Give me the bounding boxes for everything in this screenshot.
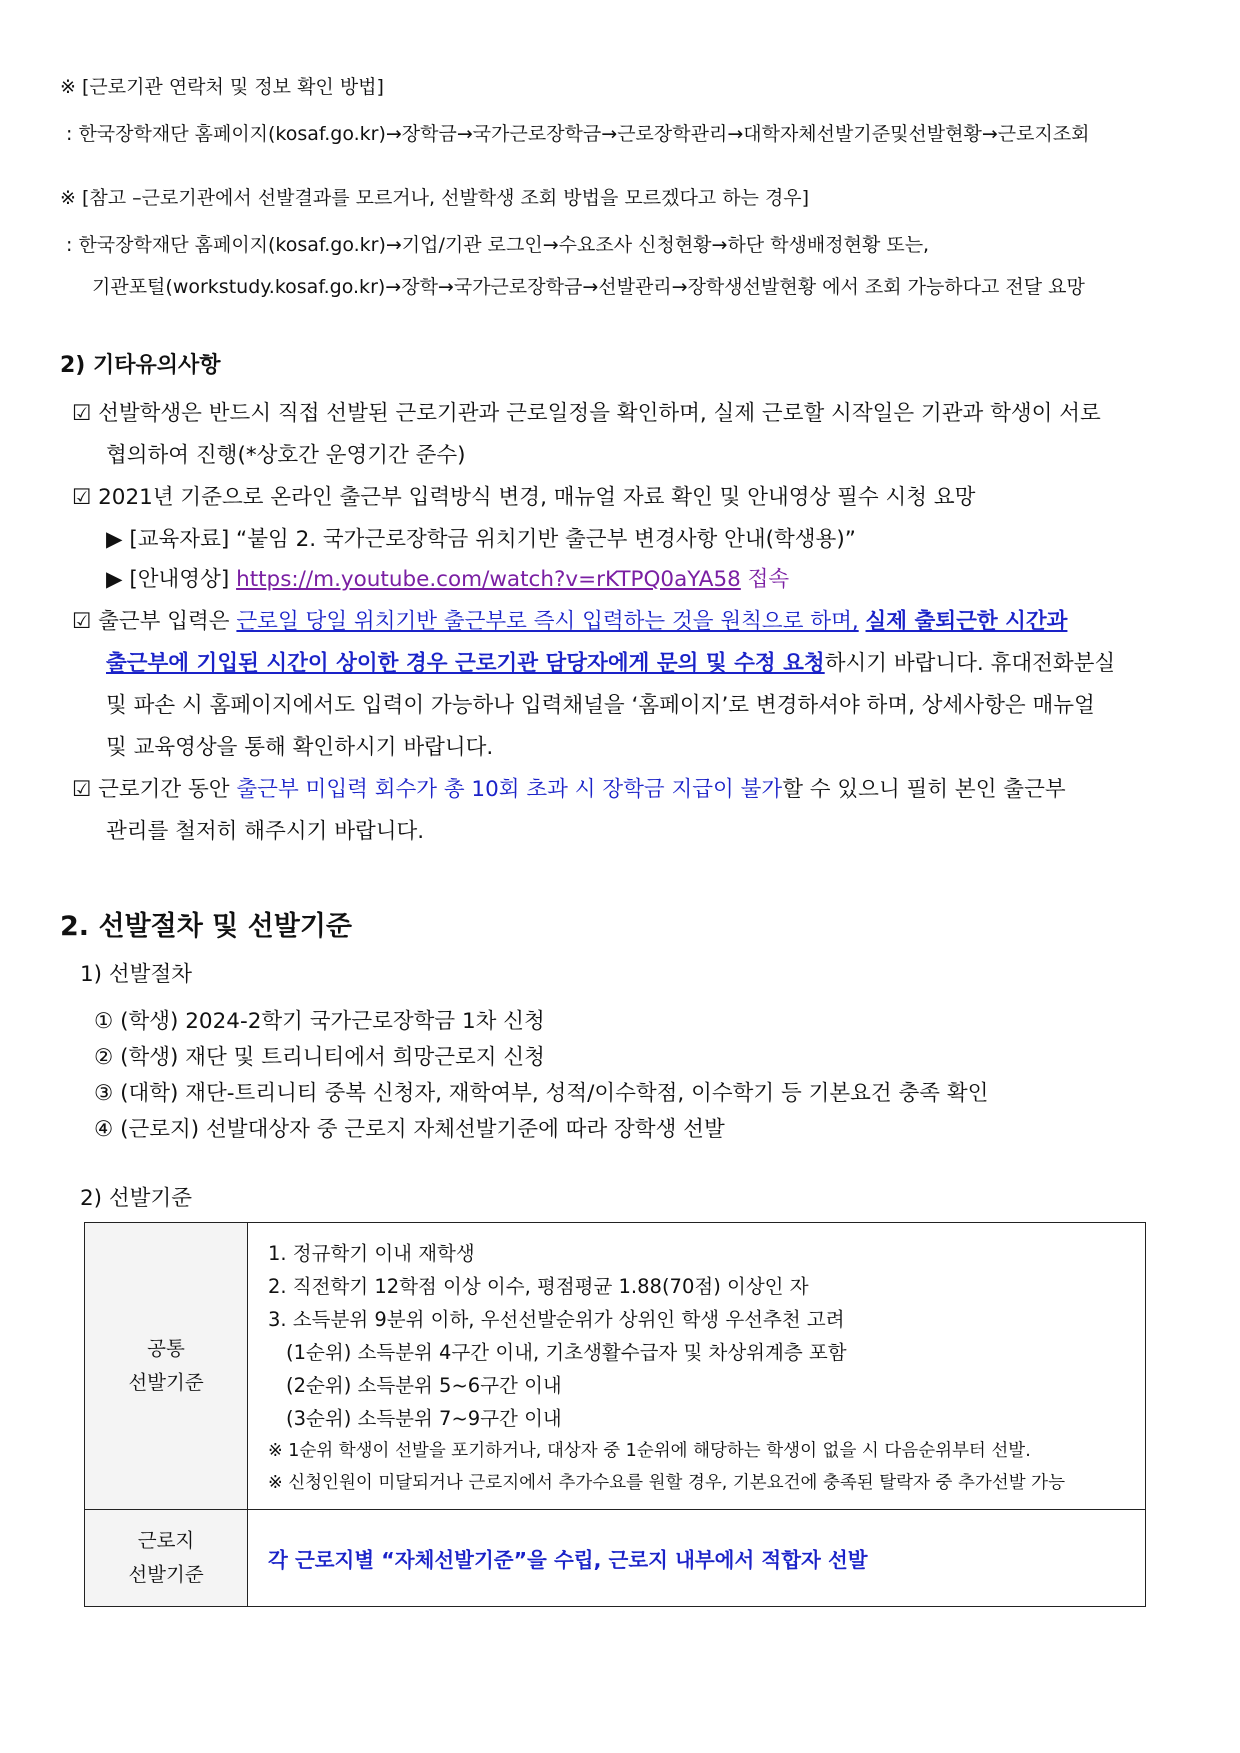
worksite-label-line2: 선발기준 xyxy=(128,1563,204,1586)
etc-item4-line1 xyxy=(72,772,1066,803)
etc-item4-line2: 관리를 철저히 해주시기 바랍니다. xyxy=(106,819,425,844)
etc-item3-line2 xyxy=(106,646,1115,677)
criteria-row-worksite xyxy=(85,1510,1146,1607)
procedure-step-1: ① (학생) 2024-2학기 국가근로장학금 1차 신청 xyxy=(94,1009,545,1034)
worksite-criteria-text: 각 근로지별 “자체선발기준”을 수립, 근로지 내부에서 적합자 선발 xyxy=(248,1510,1146,1607)
reference-title: ※ [참고 –근로기관에서 선발결과를 모르거나, 선발학생 조회 방법을 모르겠다고 하는 경우] xyxy=(60,187,810,209)
etc-item4-rest: 할 수 있으니 필히 본인 출근부 xyxy=(782,777,1066,802)
etc-item3-prefix: ☑ 출근부 입력은 xyxy=(72,609,237,634)
procedure-step-3: ③ (대학) 재단-트리니티 중복 신청자, 재학여부, 성적/이수학점, 이수학기 등 기본요건 충족 확인 xyxy=(94,1081,989,1106)
etc-item3-bold1: 실제 출퇴근한 시간과 xyxy=(865,609,1068,634)
procedure-step-2: ② (학생) 재단 및 트리니티에서 희망근로지 신청 xyxy=(94,1045,545,1070)
criteria-note: ※ 신청인원이 미달되거나 근로지에서 추가수요를 원할 경우, 기본요건에 충족된 탈락자 중 추가선발 가능 xyxy=(268,1473,1065,1493)
etc-item3-rest: 하시기 바랍니다. 휴대전화분실 xyxy=(824,651,1116,676)
video-suffix: 접속 xyxy=(740,567,790,592)
criteria-subitem: (1순위) 소득분위 4구간 이내, 기초생활수급자 및 차상위계층 포함 xyxy=(286,1341,847,1364)
criteria-row-common xyxy=(85,1223,1146,1510)
worksite-label-cell xyxy=(85,1510,248,1607)
youtube-link[interactable]: https://m.youtube.com/watch?v=rKTPQ0aYA58 xyxy=(236,567,741,592)
common-label-cell xyxy=(85,1223,248,1510)
etc-item3-line1 xyxy=(72,604,1168,635)
common-label-line1: 공통 xyxy=(147,1337,185,1360)
etc-item2-sub1: ▶ [교육자료] “붙임 2. 국가근로장학금 위치기반 출근부 변경사항 안내(학생용)” xyxy=(106,527,856,552)
contact-path: : 한국장학재단 홈페이지(kosaf.go.kr)→장학금→국가근로장학금→근로장학관리→대학자체선발기준및선발현황→근로지조회 xyxy=(66,123,1090,145)
etc-item3-line3: 및 파손 시 홈페이지에서도 입력이 가능하나 입력채널을 ‘홈페이지’로 변경하셔야 하며, 상세사항은 매뉴얼 xyxy=(106,693,1095,718)
section2-heading: 2. 선발절차 및 선발기준 xyxy=(60,911,352,942)
etc-item4-prefix: ☑ 근로기간 동안 xyxy=(72,777,237,802)
reference-line2: 기관포털(workstudy.kosaf.go.kr)→장학→국가근로장학금→선발관리→장학생선발현황 에서 조회 가능하다고 전달 요망 xyxy=(92,276,1085,298)
criteria-item: 2. 직전학기 12학점 이상 이수, 평점평균 1.88(70점) 이상인 자 xyxy=(268,1275,809,1298)
criteria-item: 1. 정규학기 이내 재학생 xyxy=(268,1242,475,1265)
etc-item4-blue: 출근부 미입력 회수가 총 10회 초과 시 장학금 지급이 불가 xyxy=(236,777,783,802)
etc-item1-line1 xyxy=(72,396,1168,427)
contact-title: ※ [근로기관 연락처 및 정보 확인 방법] xyxy=(60,76,384,98)
video-label: ▶ [안내영상] xyxy=(106,567,237,592)
etc-item2-sub2 xyxy=(106,562,789,593)
worksite-label-line1: 근로지 xyxy=(137,1529,195,1552)
criteria-subitem: (3순위) 소득분위 7~9구간 이내 xyxy=(286,1407,562,1430)
criteria-note: ※ 1순위 학생이 선발을 포기하거나, 대상자 중 1순위에 해당하는 학생이 없을 시 다음순위부터 선발. xyxy=(268,1441,1031,1461)
criteria-item: 3. 소득분위 9분위 이하, 우선선발순위가 상위인 학생 우선추천 고려 xyxy=(268,1308,845,1331)
etc-heading: 2) 기타유의사항 xyxy=(60,353,221,378)
etc-item1-text: ☑ 선발학생은 반드시 직접 선발된 근로기관과 근로일정을 확인하며, 실제 근로할 시작일은 기관과 학생이 서로 xyxy=(72,401,1101,426)
common-criteria-cell xyxy=(248,1223,1146,1510)
etc-item3-line4: 및 교육영상을 통해 확인하시기 바랍니다. xyxy=(106,735,494,760)
criteria-subitem: (2순위) 소득분위 5~6구간 이내 xyxy=(286,1374,562,1397)
reference-line1: : 한국장학재단 홈페이지(kosaf.go.kr)→기업/기관 로그인→수요조사 신청현황→하단 학생배정현황 또는, xyxy=(66,234,930,256)
etc-item3-bold2: 출근부에 기입된 시간이 상이한 경우 근로기관 담당자에게 문의 및 수정 요청 xyxy=(106,651,825,676)
criteria-table xyxy=(84,1222,1146,1607)
etc-item1-line2: 협의하여 진행(*상호간 운영기간 준수) xyxy=(106,443,466,468)
etc-item2: ☑ 2021년 기준으로 온라인 출근부 입력방식 변경, 매뉴얼 자료 확인 및 안내영상 필수 시청 요망 xyxy=(72,485,976,510)
procedure-heading: 1) 선발절차 xyxy=(80,962,192,987)
etc-item3-blue: 근로일 당일 위치기반 출근부로 즉시 입력하는 것을 원칙으로 하며, xyxy=(236,609,859,634)
criteria-heading: 2) 선발기준 xyxy=(80,1186,192,1211)
common-label-line2: 선발기준 xyxy=(128,1371,204,1394)
procedure-step-4: ④ (근로지) 선발대상자 중 근로지 자체선발기준에 따라 장학생 선발 xyxy=(94,1117,725,1142)
